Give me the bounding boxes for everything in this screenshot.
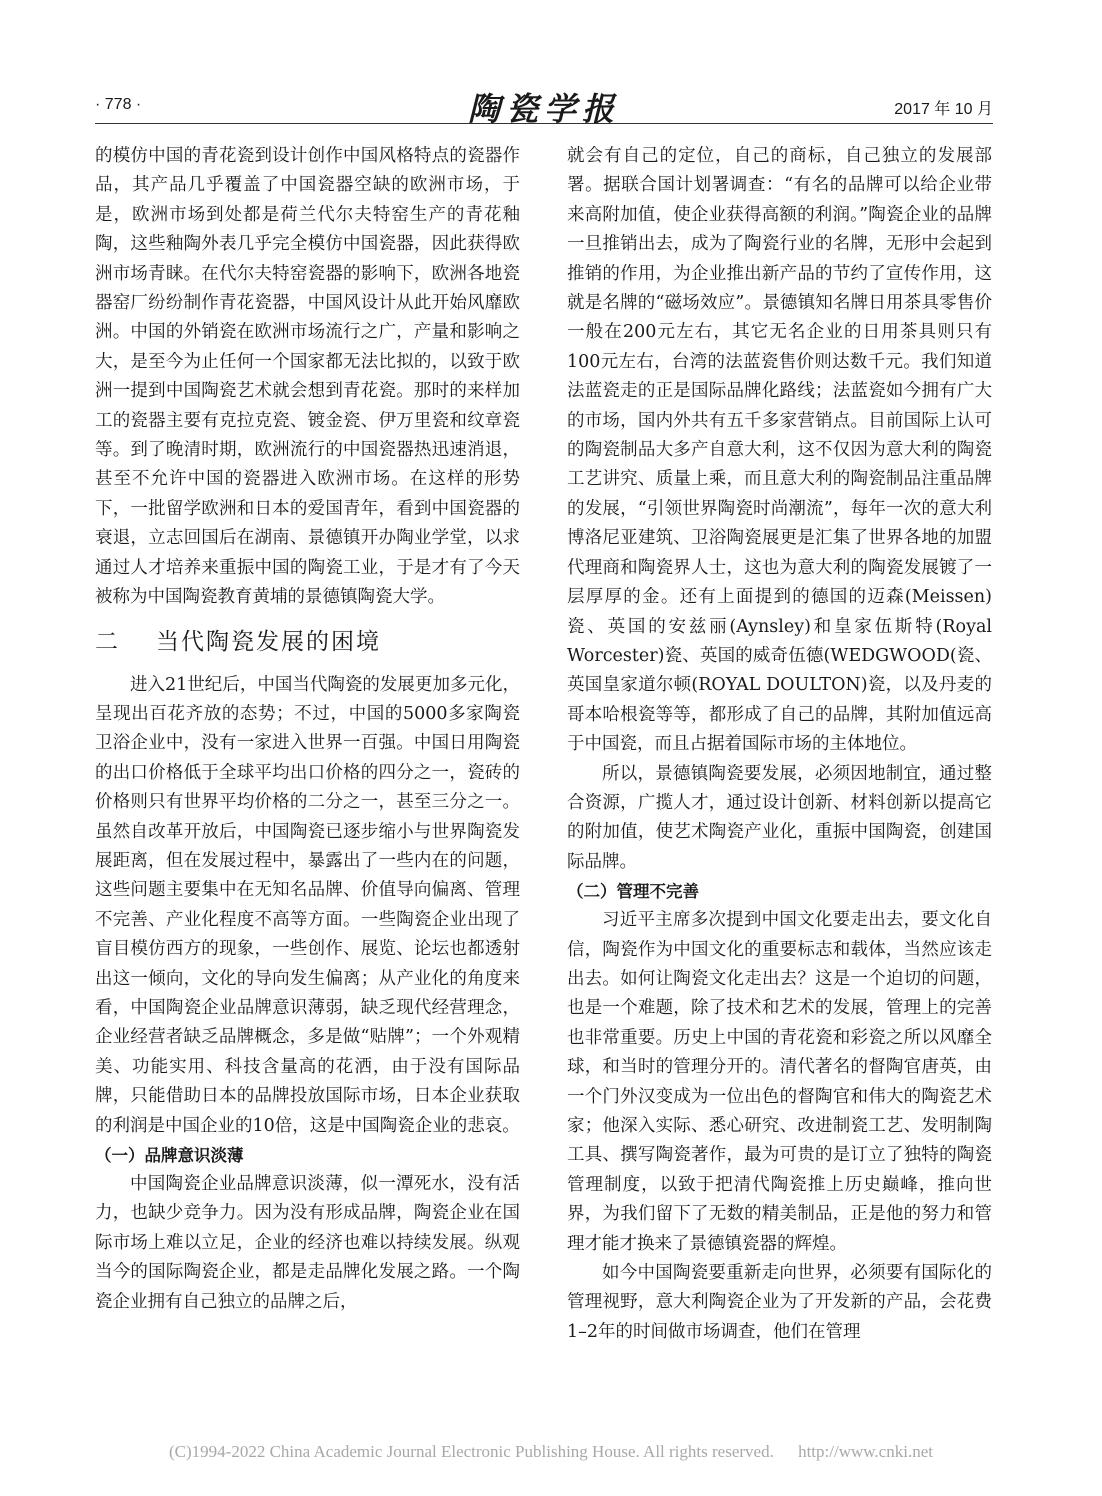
copyright-footer [0, 1442, 1102, 1462]
section-title: 当代陶瓷发展的困境 [156, 628, 381, 655]
left-paragraph-2: 进入21世纪后，中国当代陶瓷的发展更加多元化，呈现出百花齐放的态势；不过，中国的5000多家陶瓷卫浴企业中，没有一家进入世界一百强。中国日用陶瓷的出口价格低于全球平均出口价格的四分之一，瓷砖的价格则只有世界平均价格的二分之一，甚至三分之一。虽然自改革开放后，中国陶瓷已逐步缩小与世界陶瓷发展距离，但在发展过程中，暴露出了一些内在的问题，这些问题主要集中在无知名品牌、价值导向偏离、管理不完善、产业化程度不高等方面。一些陶瓷企业出现了盲目模仿西方的现象，一些创作、展览、论坛也都透射出这一倾向，文化的导向发生偏离；从产业化的角度来看，中国陶瓷企业品牌意识薄弱，缺乏现代经营理念，企业经营者缺乏品牌概念，多是做“贴牌”；一个外观精美、功能实用、科技含量高的花洒，由于没有国际品牌，只能借助日本的品牌投放国际市场，日本企业获取的利润是中国企业的10倍，这是中国陶瓷企业的悲哀。 [95, 674, 520, 1136]
journal-title: 陶瓷学报 [467, 90, 620, 128]
section-heading [95, 613, 520, 671]
left-paragraph-3: 中国陶瓷企业品牌意识淡薄，似一潭死水，没有活力，也缺少竞争力。因为没有形成品牌，陶瓷企业在国际市场上难以立足，企业的经济也难以持续发展。纵观当今的国际陶瓷企业，都是走品牌化发展之路。一个陶瓷企业拥有自己独立的品牌之后， [95, 1174, 520, 1312]
header-rule [95, 123, 993, 124]
right-paragraph-4: 如今中国陶瓷要重新走向世界，必须要有国际化的管理视野，意大利陶瓷企业为了开发新的产品，会花费1–2年的时间做市场调查，他们在管理 [567, 1263, 992, 1342]
footer-url: http://www.cnki.net [798, 1442, 933, 1461]
left-column [95, 142, 520, 1317]
right-column [567, 142, 992, 1347]
right-paragraph-1: 就会有自己的定位，自己的商标，自己独立的发展部署。据联合国计划署调查：“有名的品牌可以给企业带来高附加值，使企业获得高额的利润。”陶瓷企业的品牌一旦推销出去，成为了陶瓷行业的名牌，无形中会起到推销的作用，为企业推出新产品的节约了宣传作用，这就是名牌的“磁场效应”。景德镇知名牌日用茶具零售价一般在200元左右，其它无名企业的日用茶具则只有100元左右，台湾的法蓝瓷售价则达数千元。我们知道法蓝瓷走的正是国际品牌化路线；法蓝瓷如今拥有广大的市场，国内外共有五千多家营销点。目前国际上认可的陶瓷制品大多产自意大利，这不仅因为意大利的陶瓷工艺讲究、质量上乘，而且意大利的陶瓷制品注重品牌的发展，“引领世界陶瓷时尚潮流”，每年一次的意大利博洛尼亚建筑、卫浴陶瓷展更是汇集了世界各地的加盟代理商和陶瓷界人士，这也为意大利的陶瓷发展镀了一层厚厚的金。还有上面提到的德国的迈森(Meissen)瓷、英国的安兹丽(Aynsley)和皇家伍斯特(Royal Worcester)瓷、英国的威奇伍德(WEDGWOOD(瓷、英国皇家道尔顿(ROYAL DOULTON)瓷，以及丹麦的哥本哈根瓷等等，都形成了自己的品牌，其附加值远高于中国瓷，而且占据着国际市场的主体地位。 [567, 146, 992, 755]
subsection-heading-1: （一）品牌意识淡薄 [95, 1146, 244, 1165]
section-number: 二 [95, 628, 120, 655]
page-header [95, 88, 993, 128]
subsection-heading-2: （二）管理不完善 [567, 882, 699, 902]
copyright-text: (C)1994-2022 China Academic Journal Electronic Publishing House. All rights reserved. [169, 1442, 774, 1461]
issue-date: 2017 年 10 月 [894, 101, 993, 118]
left-paragraph-1: 的模仿中国的青花瓷到设计创作中国风格特点的瓷器作品，其产品几乎覆盖了中国瓷器空缺的欧洲市场，于是，欧洲市场到处都是荷兰代尔夫特窑生产的青花釉陶，这些釉陶外表几乎完全模仿中国瓷器，因此获得欧洲市场青睐。在代尔夫特窑瓷器的影响下，欧洲各地瓷器窑厂纷纷制作青花瓷器，中国风设计从此开始风靡欧洲。中国的外销瓷在欧洲市场流行之广，产量和影响之大，是至今为止任何一个国家都无法比拟的，以致于欧洲一提到中国陶瓷艺术就会想到青花瓷。那时的来样加工的瓷器主要有克拉克瓷、镀金瓷、伊万里瓷和纹章瓷等。到了晚清时期，欧洲流行的中国瓷器热迅速消退，甚至不允许中国的瓷器进入欧洲市场。在这样的形势下，一批留学欧洲和日本的爱国青年，看到中国瓷器的衰退，立志回国后在湖南、景德镇开办陶业学堂，以求通过人才培养来重振中国的陶瓷工业，于是才有了今天被称为中国陶瓷教育黄埔的景德镇陶瓷大学。 [95, 146, 520, 608]
right-paragraph-2: 所以，景德镇陶瓷要发展，必须因地制宜，通过整合资源，广揽人才，通过设计创新、材料创新以提高它的附加值，使艺术陶瓷产业化，重振中国陶瓷，创建国际品牌。 [567, 763, 992, 872]
right-paragraph-3: 习近平主席多次提到中国文化要走出去，要文化自信，陶瓷作为中国文化的重要标志和载体，当然应该走出去。如何让陶瓷文化走出去？这是一个迫切的问题，也是一个难题，除了技术和艺术的发展，管理上的完善也非常重要。历史上中国的青花瓷和彩瓷之所以风靡全球，和当时的管理分开的。清代著名的督陶官唐英，由一个门外汉变成为一位出色的督陶官和伟大的陶瓷艺术家；他深入实际、悉心研究、改进制瓷工艺、发明制陶工具、撰写陶瓷著作，最为可贵的是订立了独特的陶瓷管理制度，以致于把清代陶瓷推上历史巅峰，推向世界，为我们留下了无数的精美制品，正是他的努力和管理才能才换来了景德镇瓷器的辉煌。 [567, 910, 992, 1254]
page-number: · 778 · [95, 96, 142, 113]
